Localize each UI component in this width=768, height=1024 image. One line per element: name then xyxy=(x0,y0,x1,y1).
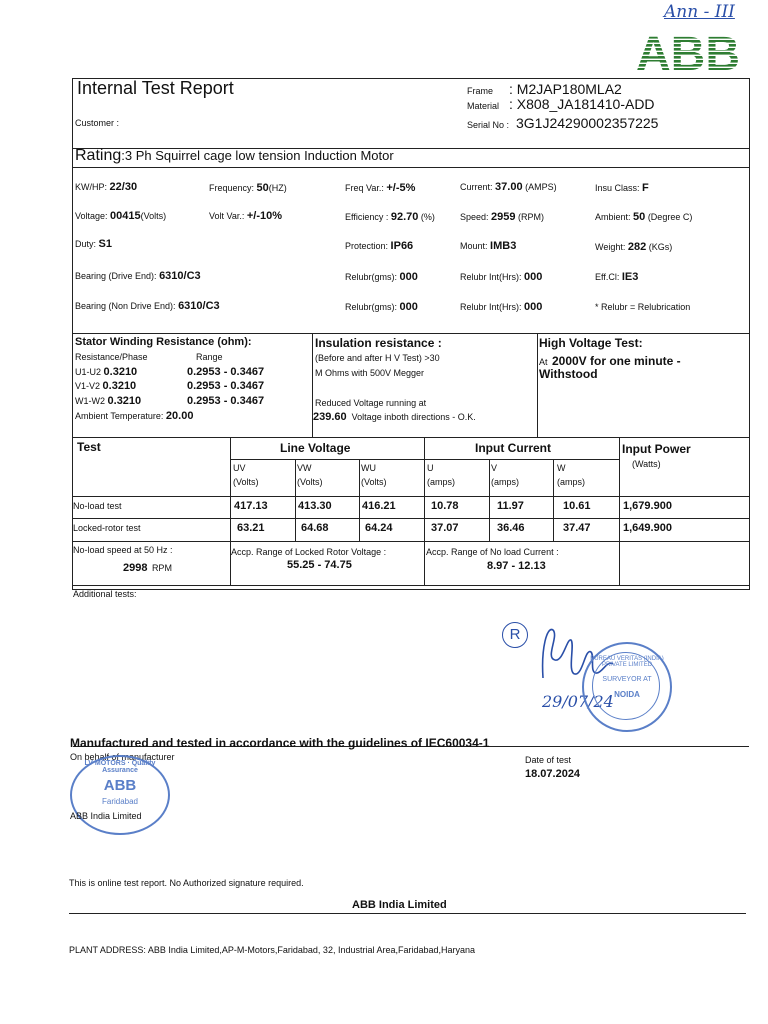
spec-duty: Duty: S1 xyxy=(75,238,112,250)
material-value: : X808_JA181410-ADD xyxy=(509,96,655,112)
cell-locked-wu: 64.24 xyxy=(365,522,393,534)
reduced-voltage-label: Reduced Voltage running at xyxy=(315,398,427,408)
date-of-test-value: 18.07.2024 xyxy=(525,768,581,780)
spec-volt-var: Volt Var.: +/-10% xyxy=(209,210,283,222)
stator-range-w: 0.2953 - 0.3467 xyxy=(187,395,265,407)
stator-range-v: 0.2953 - 0.3467 xyxy=(187,380,265,392)
cell-noload-power: 1,679.900 xyxy=(623,500,672,512)
rating-label: Rating xyxy=(75,147,122,164)
spec-efficiency: Efficiency : 92.70 (%) xyxy=(345,211,435,223)
spec-weight: Weight: 282 (KGs) xyxy=(595,241,673,253)
sub-vw: VW (Volts) xyxy=(297,463,323,487)
stator-title: Stator Winding Resistance (ohm): xyxy=(75,336,252,348)
cell-noload-w: 10.61 xyxy=(563,500,591,512)
serial-label: Serial No : xyxy=(467,120,510,130)
spec-ambient: Ambient: 50 (Degree C) xyxy=(595,211,693,223)
stator-row-v: V1-V2 0.3210 xyxy=(75,380,137,392)
locked-range-label: Accp. Range of Locked Rotor Voltage : xyxy=(231,547,387,557)
row-locked-label: Locked-rotor test xyxy=(73,523,141,533)
rating-value: :3 Ph Squirrel cage low tension Induction Motor xyxy=(121,148,394,163)
cell-locked-u: 37.07 xyxy=(431,522,459,534)
on-behalf-label: On behalf of manufacturer xyxy=(70,752,175,762)
spec-speed: Speed: 2959 (RPM) xyxy=(460,211,545,223)
cell-noload-vw: 413.30 xyxy=(298,500,332,512)
hv-line2: Withstood xyxy=(539,367,598,381)
company-signature: ABB India Limited xyxy=(70,811,142,821)
spec-mount: Mount: IMB3 xyxy=(460,240,517,252)
noload-speed: 2998 RPM xyxy=(123,562,172,574)
report-title: Internal Test Report xyxy=(77,78,234,98)
spec-relubr-int-de: Relubr Int(Hrs): 000 xyxy=(460,271,543,283)
customer-label: Customer : xyxy=(75,118,120,128)
spec-current: Current: 37.00 (AMPS) xyxy=(460,181,557,193)
surveyor-stamp: BUREAU VERITAS (INDIA) PRIVATE LIMITED SURVEYOR AT NOIDA xyxy=(582,642,672,732)
sub-u: U (amps) xyxy=(427,463,456,487)
rating-line xyxy=(75,147,394,165)
frame-value: : M2JAP180MLA2 xyxy=(509,81,622,97)
material-label: Material xyxy=(467,101,500,111)
row-noload-label: No-load test xyxy=(73,501,122,511)
input-power-unit: (Watts) xyxy=(632,459,661,469)
signature-date: 29/07/24 xyxy=(542,692,614,711)
footer-company: ABB India Limited xyxy=(352,899,447,911)
insulation-line2: M Ohms with 500V Megger xyxy=(315,368,425,378)
cell-noload-uv: 417.13 xyxy=(234,500,268,512)
cell-noload-wu: 416.21 xyxy=(362,500,396,512)
spec-relubr-de: Relubr(gms): 000 xyxy=(345,271,418,283)
relubr-note: * Relubr = Relubrication xyxy=(595,302,691,312)
sub-uv: UV (Volts) xyxy=(233,463,259,487)
input-power-header: Input Power xyxy=(622,442,691,456)
cell-noload-u: 10.78 xyxy=(431,500,459,512)
serial-value: 3G1J24290002357225 xyxy=(516,115,659,131)
spec-bearing-de: Bearing (Drive End): 6310/C3 xyxy=(75,270,201,282)
input-current-header: Input Current xyxy=(475,441,551,455)
spec-insu-class: Insu Class: F xyxy=(595,182,649,194)
spec-frequency: Frequency: 50(HZ) xyxy=(209,182,287,194)
stator-ambient: Ambient Temperature: 20.00 xyxy=(75,410,194,422)
cell-locked-w: 37.47 xyxy=(563,522,591,534)
spec-protection: Protection: IP66 xyxy=(345,240,414,252)
online-note: This is online test report. No Authorized signature required. xyxy=(69,878,304,888)
line-voltage-header: Line Voltage xyxy=(280,441,351,455)
stator-range-u: 0.2953 - 0.3467 xyxy=(187,366,265,378)
sub-wu: WU (Volts) xyxy=(361,463,387,487)
test-header: Test xyxy=(77,440,101,454)
spec-kwhp: KW/HP: 22/30 xyxy=(75,181,138,193)
svg-text:ABB: ABB xyxy=(636,28,740,74)
plant-address: PLANT ADDRESS: ABB India Limited,AP-M-Motors,Faridabad, 32, Industrial Area,Faridabad,Haryana xyxy=(69,945,476,955)
additional-tests-label: Additional tests: xyxy=(73,589,137,599)
noload-range: 8.97 - 12.13 xyxy=(487,560,546,572)
company-qa-stamp: LV MOTORS · Quality Assurance ABB Faridabad xyxy=(70,755,170,835)
reduced-voltage: 239.60 Voltage inboth directions - O.K. xyxy=(313,411,476,423)
corner-annotation: Ann - III xyxy=(664,2,735,22)
manufactured-note: Manufactured and tested in accordance with the guidelines of IEC60034-1 xyxy=(70,736,490,750)
locked-range: 55.25 - 74.75 xyxy=(287,559,352,571)
cell-locked-uv: 63.21 xyxy=(237,522,265,534)
spec-bearing-nde: Bearing (Non Drive End): 6310/C3 xyxy=(75,300,220,312)
cell-locked-power: 1,649.900 xyxy=(623,522,672,534)
spec-voltage: Voltage: 00415(Volts) xyxy=(75,210,167,222)
noload-speed-label: No-load speed at 50 Hz : xyxy=(73,545,173,555)
sub-v: V (amps) xyxy=(491,463,520,487)
frame-label: Frame xyxy=(467,86,494,96)
date-of-test-label: Date of test xyxy=(525,755,572,765)
stator-col-range: Range xyxy=(196,352,223,362)
cell-noload-v: 11.97 xyxy=(497,500,524,512)
noload-range-label: Accp. Range of No load Current : xyxy=(426,547,559,557)
hv-title: High Voltage Test: xyxy=(539,336,643,350)
abb-logo xyxy=(632,28,744,74)
stator-row-u: U1-U2 0.3210 xyxy=(75,366,138,378)
spec-eff-class: Eff.Cl: IE3 xyxy=(595,271,639,283)
hv-line1: At 2000V for one minute - xyxy=(539,354,681,368)
insulation-title: Insulation resistance : xyxy=(315,336,442,350)
sub-w: W (amps) xyxy=(557,463,586,487)
spec-relubr-nde: Relubr(gms): 000 xyxy=(345,301,418,313)
registered-mark: R xyxy=(502,622,528,648)
spec-relubr-int-nde: Relubr Int(Hrs): 000 xyxy=(460,301,543,313)
cell-locked-vw: 64.68 xyxy=(301,522,329,534)
spec-freq-var: Freq Var.: +/-5% xyxy=(345,182,416,194)
stator-row-w: W1-W2 0.3210 xyxy=(75,395,142,407)
cell-locked-v: 36.46 xyxy=(497,522,525,534)
stator-col-resistance: Resistance/Phase xyxy=(75,352,148,362)
insulation-line1: (Before and after H V Test) >30 xyxy=(315,353,440,363)
